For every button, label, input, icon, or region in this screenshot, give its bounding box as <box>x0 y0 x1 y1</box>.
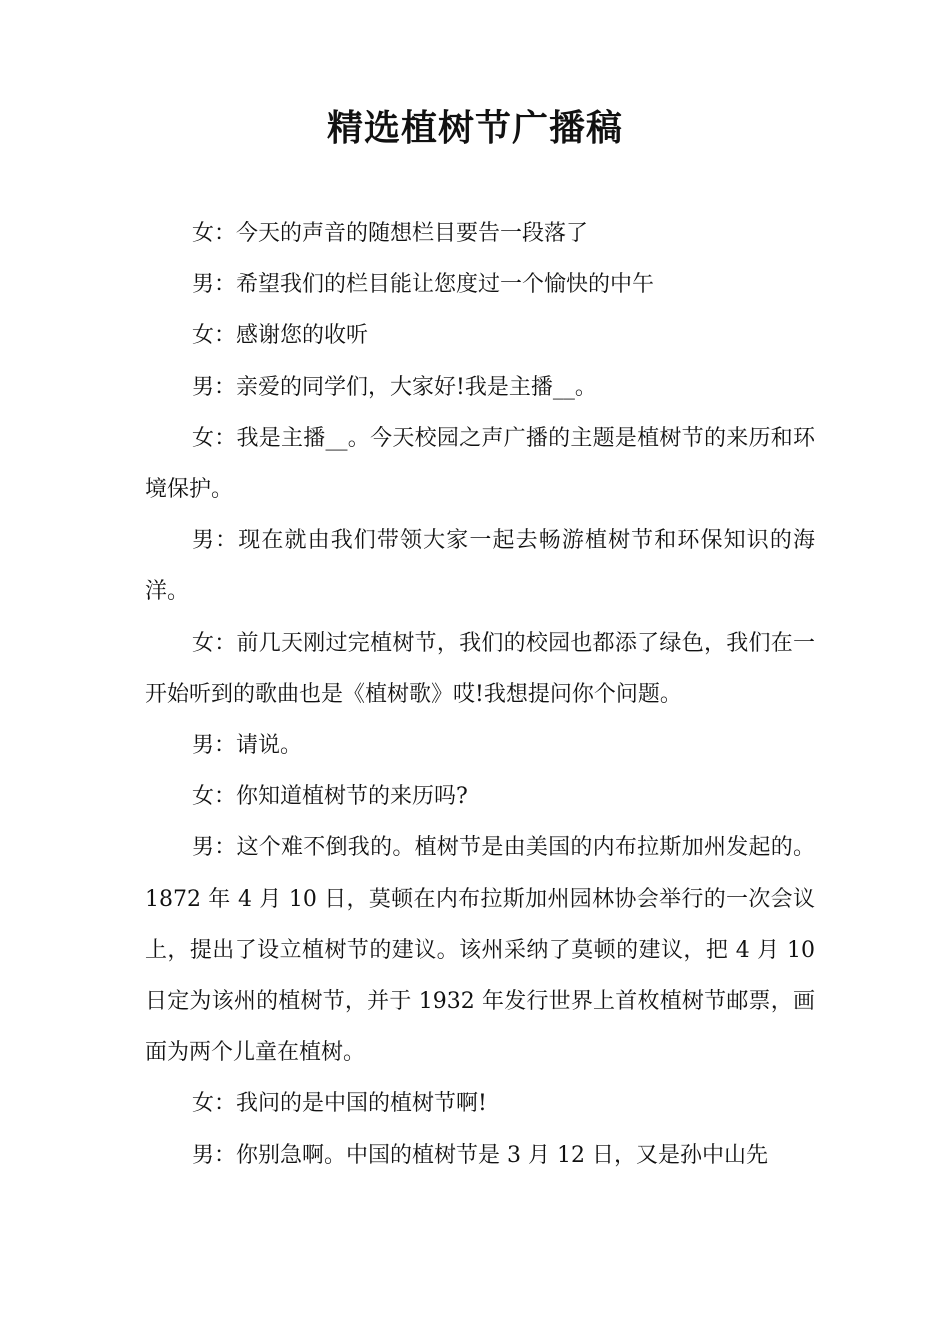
paragraph: 女：你知道植树节的来历吗? <box>192 784 468 810</box>
paragraph: 女：我问的是中国的植树节啊! <box>192 1091 487 1117</box>
paragraph: 女：今天的声音的随想栏目要告一段落了 <box>192 221 589 246</box>
paragraph: 男：请说。 <box>192 733 303 759</box>
paragraph: 男：希望我们的栏目能让您度过一个愉快的中午 <box>192 272 655 298</box>
paragraph: 男：现在就由我们带领大家一起去畅游植树节和环保知识的海洋。 <box>145 528 815 605</box>
paragraph: 男：这个难不倒我的。植树节是由美国的内布拉斯加州发起的。1872 年 4 月 10 日，莫顿在内布拉斯加州园林协会举行的一次会议上，提出了设立植树节的建议。该州采纳了莫顿的建议，把 4 月 10 日定为该州的植树节，并于 1932 年发行世界上首枚植树节邮票，画面为两个儿童在植树。 <box>145 835 815 1066</box>
paragraph: 女：前几天刚过完植树节，我们的校园也都添了绿色，我们在一开始听到的歌曲也是《植树歌》哎!我想提问你个问题。 <box>145 630 815 707</box>
paragraph: 女：感谢您的收听 <box>192 323 369 349</box>
paragraph: 男：亲爱的同学们，大家好!我是主播__。 <box>192 374 597 400</box>
paragraph: 男：你别急啊。中国的植树节是 3 月 12 日，又是孙中山先 <box>192 1142 768 1168</box>
document-title: 精选植树节广播稿 <box>326 108 623 149</box>
paragraph: 女：我是主播__。今天校园之声广播的主题是植树节的来历和环境保护。 <box>145 425 815 503</box>
document-body <box>145 208 815 1181</box>
